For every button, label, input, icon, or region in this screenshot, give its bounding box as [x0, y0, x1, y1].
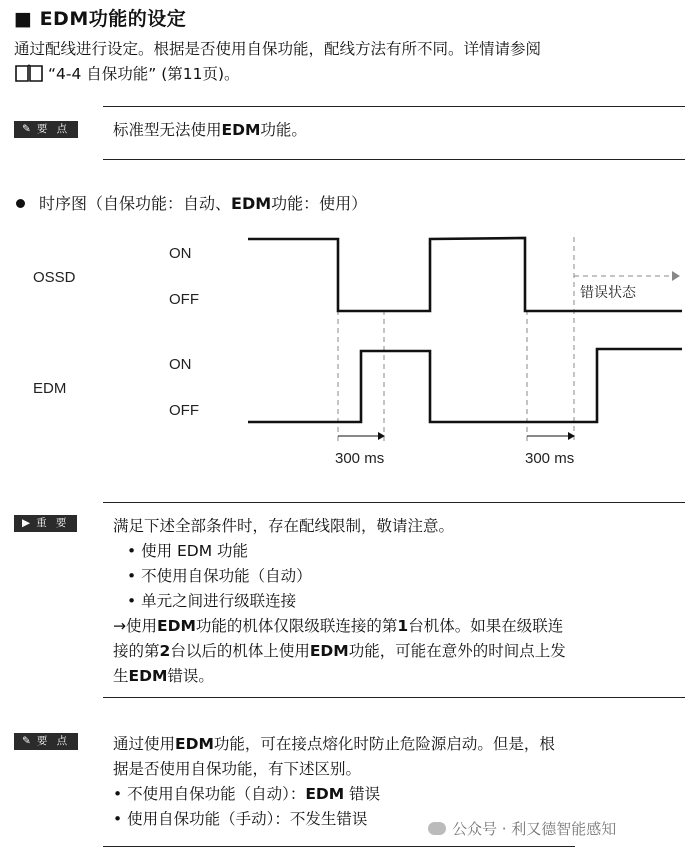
point-note: 通过使用EDM功能，可在接点熔化时防止危险源启动。但是，根 据是否使用自保功能，有下述区别。 • 不使用自保功能（自动）：EDM 错误 • 使用自保功能（手动）：不发生错误 [113, 735, 555, 828]
watermark: 公众号 · 利又德智能感知 [428, 818, 616, 839]
delay-label: 300 ms [335, 450, 385, 467]
ossd-off-label: OFF [169, 291, 199, 308]
intro-line: 通过配线进行设定。根据是否使用自保功能，配线方法有所不同。详情请参阅 [14, 40, 542, 58]
intro-page-reference: “4-4 自保功能” (第11页)。 [48, 65, 240, 83]
pencil-icon: ✎ [22, 735, 31, 747]
ossd-signal-label: OSSD [33, 269, 76, 286]
important-content [113, 514, 685, 689]
arrowhead-icon [672, 271, 680, 281]
list-item: • 使用 EDM 功能 [127, 542, 249, 560]
wechat-icon [428, 822, 446, 835]
error-state-label: 错误状态 [580, 284, 636, 300]
divider [103, 697, 685, 698]
list-item: • 单元之间进行级联连接 [127, 592, 297, 610]
divider [103, 502, 685, 503]
edm-off-label: OFF [169, 402, 199, 419]
point-badge: ✎ 要 点 [14, 121, 78, 138]
list-item: • 不使用自保功能（自动） [127, 567, 312, 585]
edm-on-label: ON [169, 356, 192, 373]
divider [103, 159, 685, 160]
bullet-dot-icon [16, 199, 25, 208]
point-note: 标准型无法使用EDM功能。 [113, 121, 307, 139]
important-intro: 满足下述全部条件时，存在配线限制，敬请注意。 [113, 517, 455, 535]
section-heading: ■ EDM功能的设定 [14, 8, 187, 30]
edm-waveform [248, 349, 682, 422]
important-badge: ▶ 重 要 [14, 515, 77, 532]
chart-title: 时序图（自保功能：自动、EDM功能：使用） [14, 191, 367, 214]
delay-label: 300 ms [525, 450, 575, 467]
pencil-icon: ✎ [22, 123, 31, 135]
intro-paragraph [14, 37, 684, 87]
point-badge: ✎ 要 点 [14, 733, 78, 750]
divider [103, 846, 575, 847]
divider [103, 106, 685, 107]
ossd-on-label: ON [169, 245, 192, 262]
timing-chart [0, 225, 694, 475]
triangle-icon: ▶ [22, 517, 31, 529]
ossd-waveform [248, 238, 682, 311]
book-icon [14, 64, 44, 82]
important-note: →使用EDM功能的机体仅限级联连接的第1台机体。如果在级联连 接的第2台以后的机体上使用EDM功能，可能在意外的时间点上发 生EDM错误。 [113, 617, 566, 685]
edm-signal-label: EDM [33, 380, 67, 397]
